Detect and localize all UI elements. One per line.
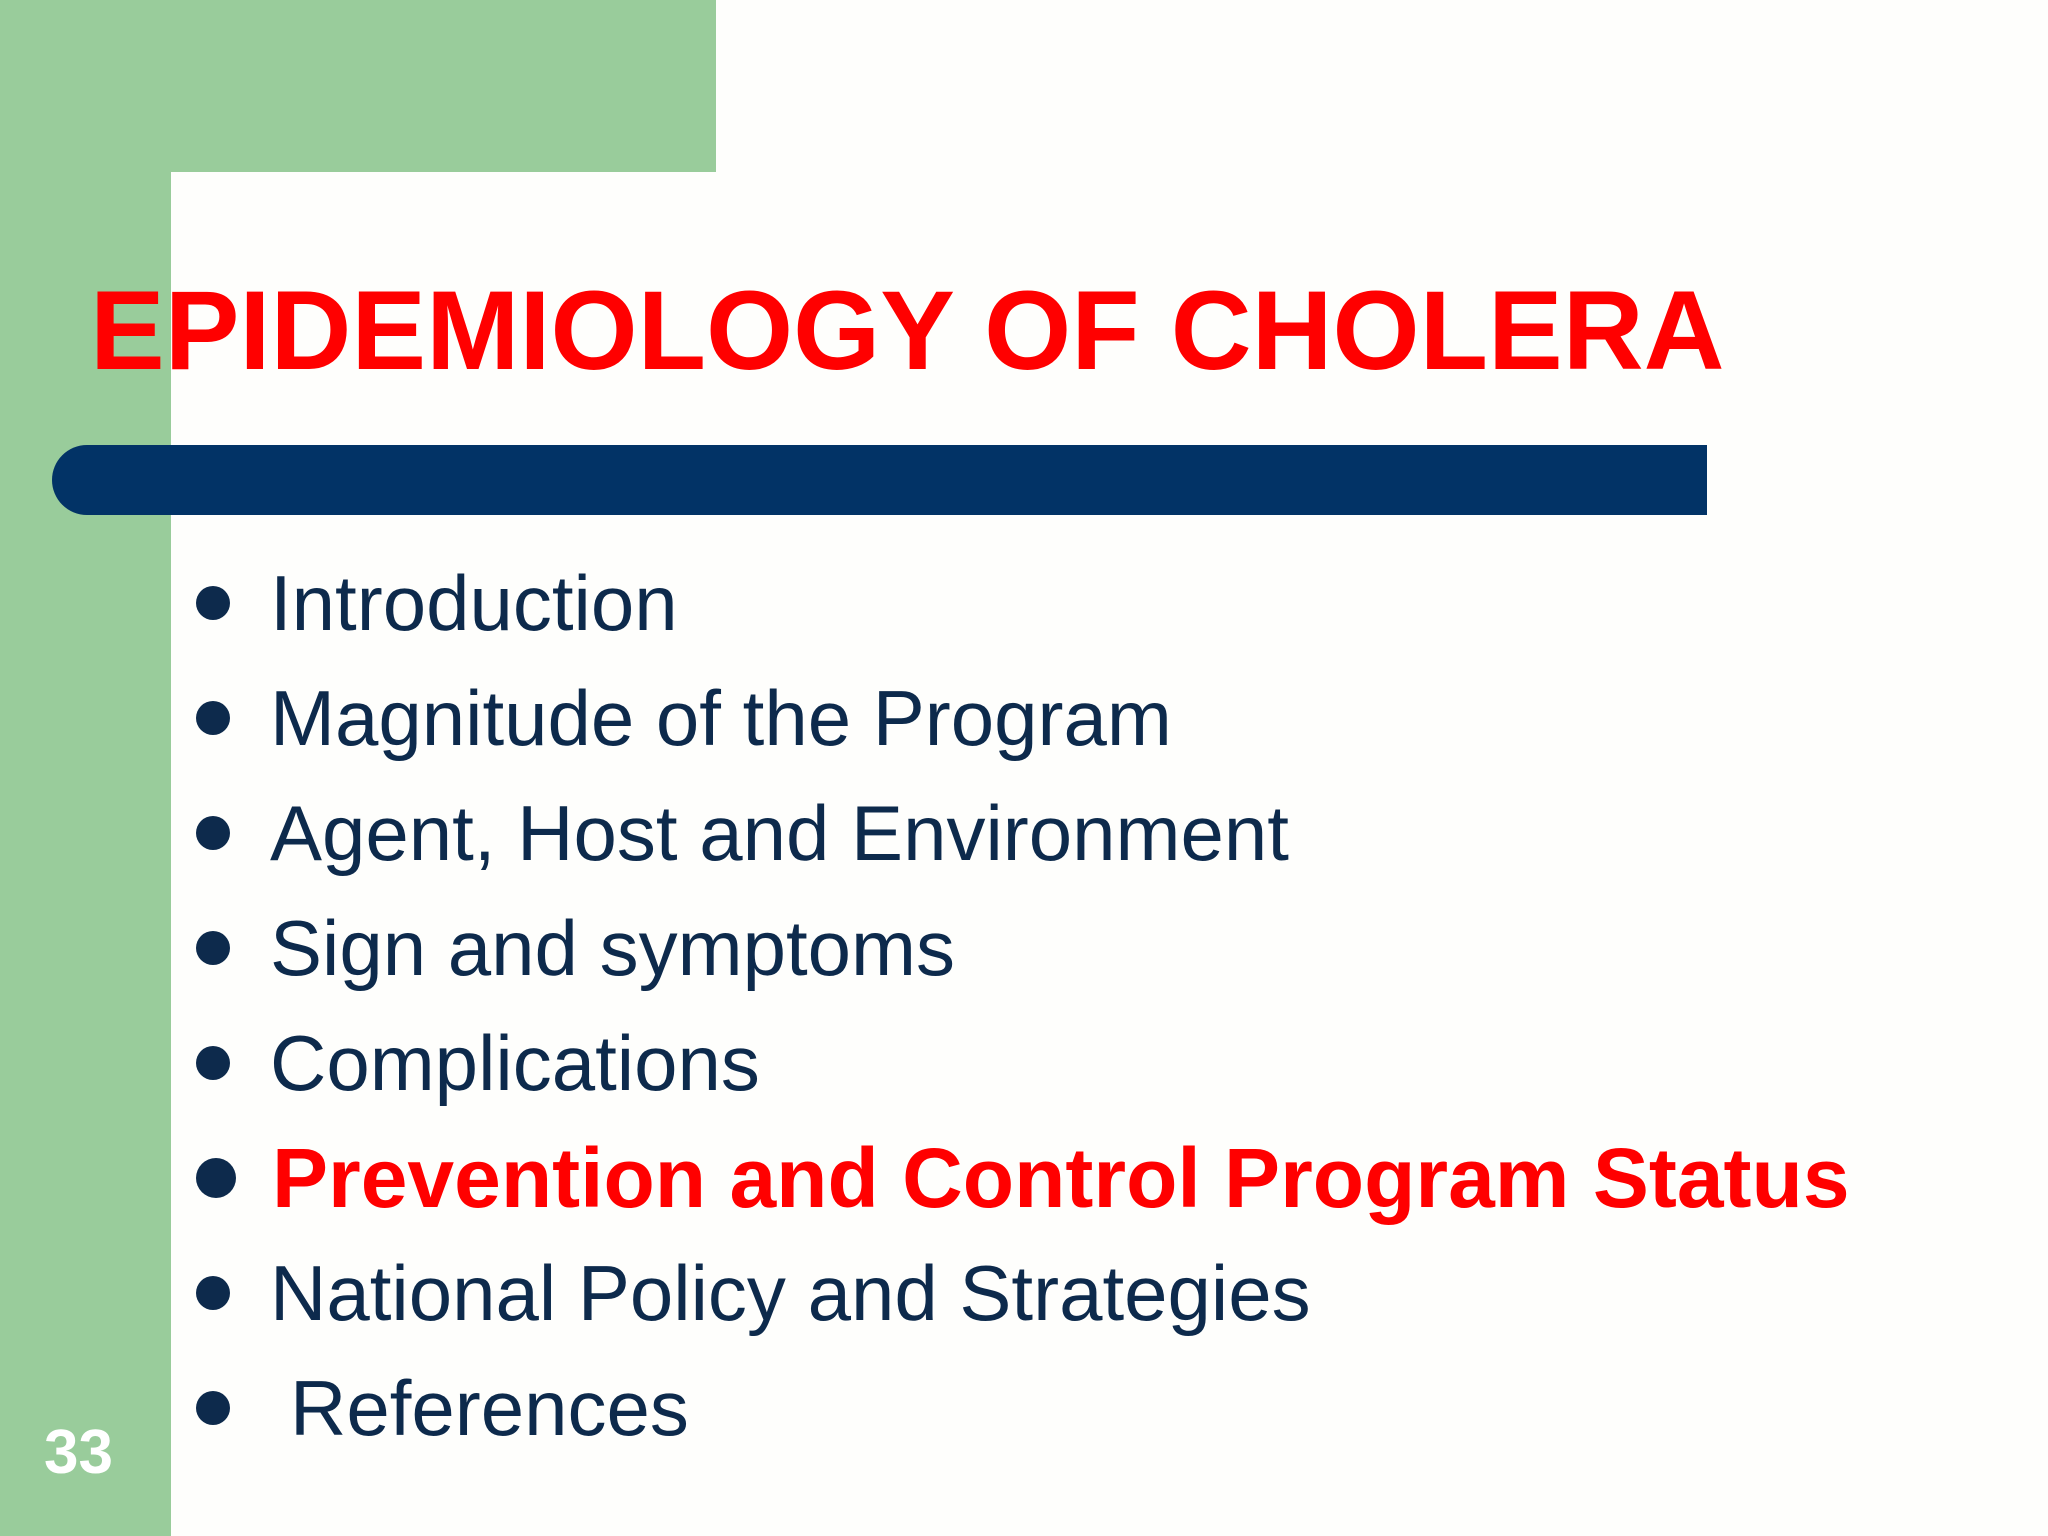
bullet-text: Sign and symptoms xyxy=(270,903,955,992)
list-item xyxy=(196,775,1850,890)
page-number: 33 xyxy=(44,1418,113,1487)
bullet-dot-icon xyxy=(196,701,230,735)
bullet-dot-icon xyxy=(196,586,230,620)
bullet-text: Prevention and Control Program Status xyxy=(272,1130,1850,1225)
bullet-dot-icon xyxy=(196,931,230,965)
list-item xyxy=(196,660,1850,775)
bullet-dot-icon xyxy=(196,816,230,850)
bullet-dot-icon xyxy=(196,1158,236,1198)
bullet-text: Agent, Host and Environment xyxy=(270,788,1289,877)
list-item xyxy=(196,1350,1850,1465)
list-item xyxy=(196,1005,1850,1120)
list-item xyxy=(196,890,1850,1005)
title-underline-bar xyxy=(52,445,1707,515)
slide-title: EPIDEMIOLOGY OF CHOLERA xyxy=(90,268,1725,393)
bullet-text: References xyxy=(290,1363,689,1452)
bullet-dot-icon xyxy=(196,1046,230,1080)
bullet-text: Complications xyxy=(270,1018,760,1107)
bullet-text: Introduction xyxy=(270,558,678,647)
bullet-dot-icon xyxy=(196,1391,230,1425)
list-item-highlighted xyxy=(196,1120,1850,1235)
bullet-text: National Policy and Strategies xyxy=(270,1248,1311,1337)
list-item xyxy=(196,1235,1850,1350)
bullet-text: Magnitude of the Program xyxy=(270,673,1172,762)
bullet-dot-icon xyxy=(196,1276,230,1310)
bullet-list xyxy=(196,545,1850,1465)
list-item xyxy=(196,545,1850,660)
green-left-sidebar xyxy=(0,0,171,1536)
